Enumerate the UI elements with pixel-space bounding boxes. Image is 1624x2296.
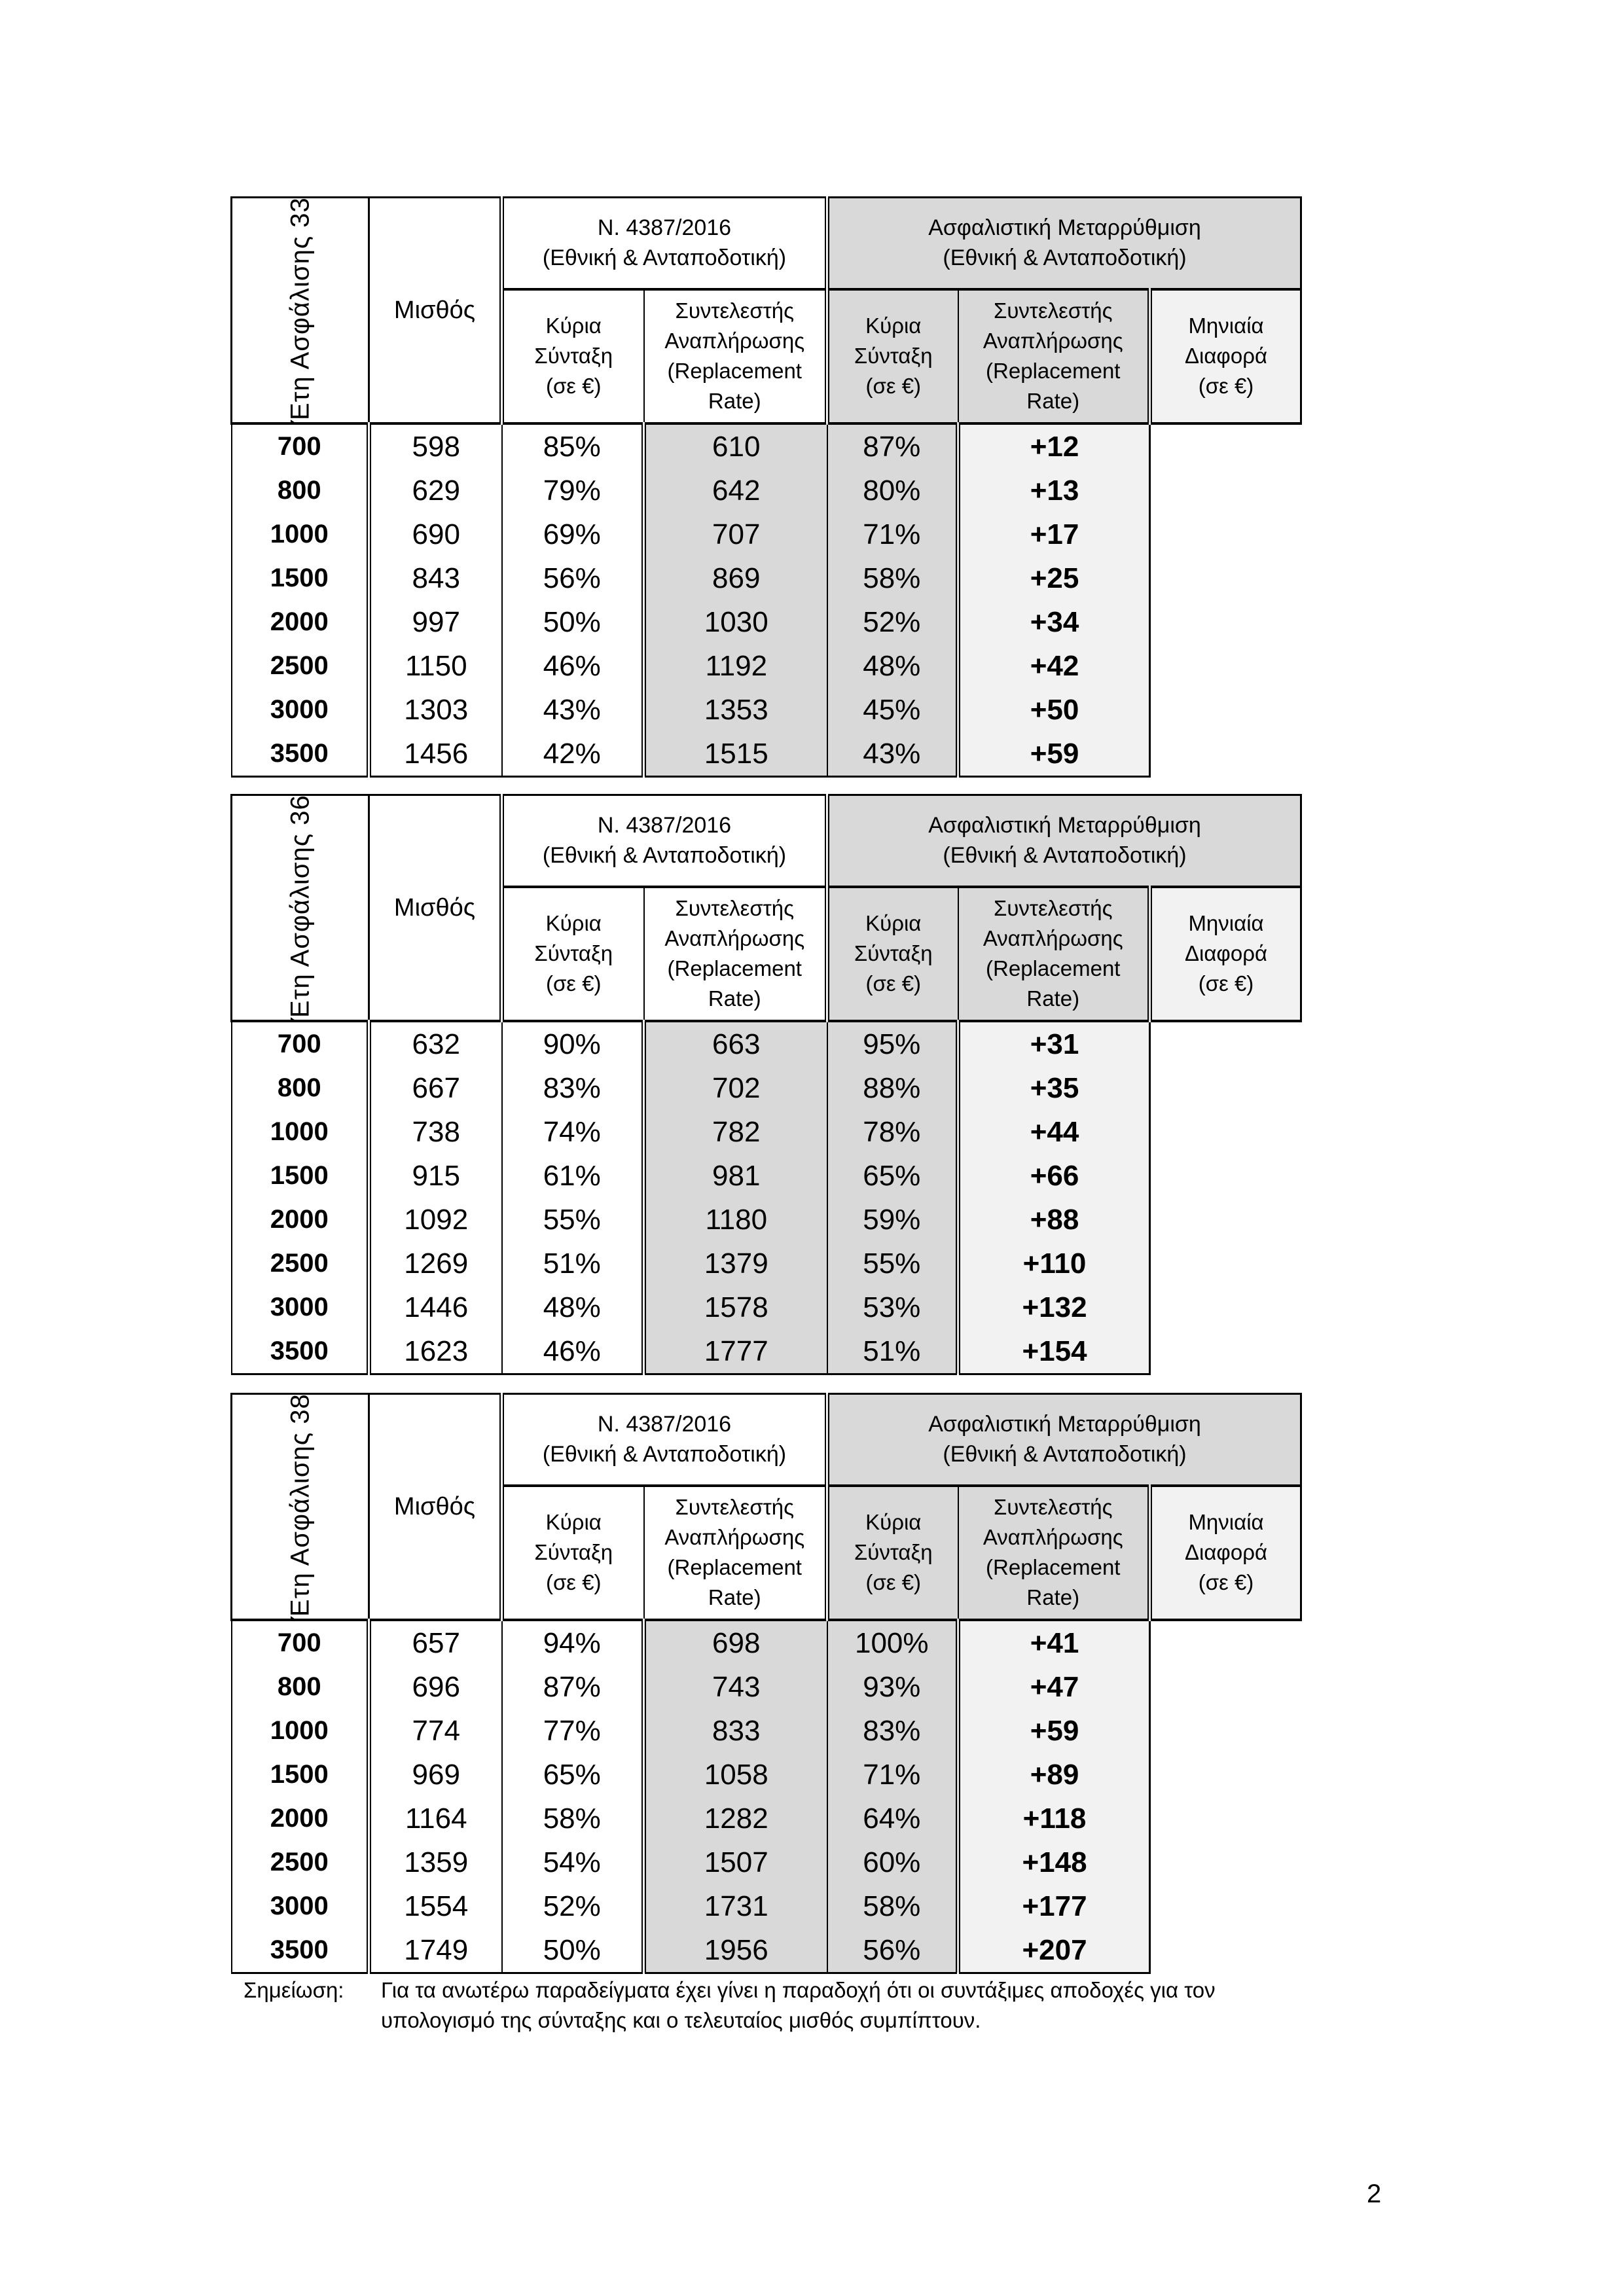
old-rate-cell: 74% [502, 1110, 644, 1154]
header-line: (σε €) [865, 374, 922, 398]
insurance-reform-group-header [827, 1394, 1301, 1486]
new-rate-cell: 95% [827, 1021, 958, 1066]
header-line: Κύρια [865, 911, 922, 935]
monthly-difference-cell: +35 [958, 1066, 1150, 1110]
new-rate-cell: 60% [827, 1840, 958, 1884]
old-pension-cell: 657 [369, 1620, 502, 1665]
table-row [232, 423, 1301, 469]
header-line: Rate) [1026, 986, 1080, 1011]
header-line: Σύνταξη [854, 344, 933, 368]
old-pension-cell: 1359 [369, 1840, 502, 1884]
monthly-difference-cell: +132 [958, 1285, 1150, 1329]
new-rate-cell: 80% [827, 469, 958, 512]
old-pension-cell: 915 [369, 1154, 502, 1198]
header-line: Μηνιαία [1188, 314, 1264, 338]
salary-cell: 1000 [232, 1110, 369, 1154]
old-rate-cell: 87% [502, 1665, 644, 1709]
group-header-line: (Εθνική & Ανταποδοτική) [943, 843, 1187, 869]
monthly-difference-cell: +154 [958, 1329, 1150, 1374]
new-pension-cell: 1507 [644, 1840, 827, 1884]
new-pension-cell: 610 [644, 423, 827, 469]
old-rate-cell: 65% [502, 1753, 644, 1797]
old-pension-cell: 997 [369, 600, 502, 644]
monthly-difference-cell: +177 [958, 1884, 1150, 1928]
old-pension-cell: 667 [369, 1066, 502, 1110]
new-pension-cell: 782 [644, 1110, 827, 1154]
old-rate-cell: 94% [502, 1620, 644, 1665]
header-line: Συντελεστής [675, 298, 795, 323]
old-rate-cell: 54% [502, 1840, 644, 1884]
insurance-reform-group-header [827, 198, 1301, 289]
monthly-difference-header [1150, 887, 1301, 1021]
salary-cell: 1000 [232, 1709, 369, 1753]
insurance-reform-group-header [827, 795, 1301, 887]
header-line: Συντελεστής [993, 298, 1113, 323]
new-rate-cell: 93% [827, 1665, 958, 1709]
header-line: Συντελεστής [675, 1495, 795, 1519]
new-rate-cell: 53% [827, 1285, 958, 1329]
table-row [232, 469, 1301, 512]
salary-cell: 800 [232, 469, 369, 512]
new-rate-cell: 55% [827, 1242, 958, 1285]
old-rate-header [644, 289, 827, 423]
insurance-years-label: Έτη Ασφάλισης 33 [285, 197, 314, 423]
header-line: Rate) [708, 1585, 761, 1609]
salary-cell: 2000 [232, 600, 369, 644]
header-line: Κύρια [545, 911, 602, 935]
old-rate-cell: 42% [502, 732, 644, 777]
header-line: (Replacement [986, 956, 1121, 980]
salary-cell: 3000 [232, 688, 369, 732]
monthly-difference-cell: +118 [958, 1797, 1150, 1840]
header-line: Αναπλήρωσης [983, 329, 1123, 353]
new-pension-cell: 663 [644, 1021, 827, 1066]
monthly-difference-cell: +41 [958, 1620, 1150, 1665]
group-header-line: Ν. 4387/2016 [597, 813, 732, 838]
new-rate-cell: 52% [827, 600, 958, 644]
new-rate-cell: 83% [827, 1709, 958, 1753]
salary-cell: 3500 [232, 1329, 369, 1374]
header-line: Rate) [708, 389, 761, 413]
salary-cell: 2500 [232, 1242, 369, 1285]
new-rate-cell: 48% [827, 644, 958, 688]
table-row [232, 556, 1301, 600]
header-line: Μηνιαία [1188, 911, 1264, 935]
new-rate-cell: 87% [827, 423, 958, 469]
table-row [232, 1797, 1301, 1840]
old-rate-cell: 55% [502, 1198, 644, 1242]
new-rate-cell: 78% [827, 1110, 958, 1154]
salary-cell: 700 [232, 1620, 369, 1665]
old-rate-cell: 50% [502, 1928, 644, 1973]
header-line: Σύνταξη [854, 941, 933, 965]
old-rate-cell: 52% [502, 1884, 644, 1928]
old-rate-cell: 83% [502, 1066, 644, 1110]
old-pension-cell: 1164 [369, 1797, 502, 1840]
new-rate-header [958, 887, 1150, 1021]
new-pension-cell: 1956 [644, 1928, 827, 1973]
new-rate-cell: 71% [827, 512, 958, 556]
law-4387-2016-group-header [502, 198, 827, 289]
header-line: Συντελεστής [993, 1495, 1113, 1519]
insurance-years-label: Έτη Ασφάλισης 36 [285, 795, 314, 1021]
table-row [232, 1242, 1301, 1285]
monthly-difference-cell: +31 [958, 1021, 1150, 1066]
pension-comparison-table-3 [230, 1393, 1300, 1974]
new-pension-cell: 1192 [644, 644, 827, 688]
insurance-years-label-cell [232, 1394, 369, 1620]
table-row [232, 1021, 1301, 1066]
pension-comparison-table-2 [230, 794, 1300, 1375]
new-rate-cell: 88% [827, 1066, 958, 1110]
insurance-years-label-cell [232, 198, 369, 423]
old-pension-cell: 1303 [369, 688, 502, 732]
old-rate-cell: 50% [502, 600, 644, 644]
salary-cell: 3500 [232, 1928, 369, 1973]
new-rate-cell: 45% [827, 688, 958, 732]
old-pension-header [502, 887, 644, 1021]
old-pension-cell: 629 [369, 469, 502, 512]
old-pension-cell: 1749 [369, 1928, 502, 1973]
header-line: Κύρια [545, 314, 602, 338]
table-row [232, 1154, 1301, 1198]
monthly-difference-cell: +88 [958, 1198, 1150, 1242]
new-rate-cell: 51% [827, 1329, 958, 1374]
table-row [232, 1884, 1301, 1928]
table-row [232, 1110, 1301, 1154]
new-pension-cell: 707 [644, 512, 827, 556]
group-header-line: Ασφαλιστική Μεταρρύθμιση [928, 813, 1201, 838]
header-line: (Replacement [667, 359, 802, 383]
header-line: Σύνταξη [534, 344, 613, 368]
old-rate-cell: 69% [502, 512, 644, 556]
monthly-difference-cell: +50 [958, 688, 1150, 732]
header-line: Κύρια [865, 314, 922, 338]
group-header-line: (Εθνική & Ανταποδοτική) [542, 1442, 787, 1467]
footnote-text: Για τα ανωτέρω παραδείγματα έχει γίνει η παραδοχή ότι οι συντάξιμες αποδοχές για τον υπολογισμό της σύνταξης και ο τελευταίος μισθός συμπίπτουν. [381, 1978, 1216, 2032]
header-line: (Replacement [986, 359, 1121, 383]
header-line: Αναπλήρωσης [664, 926, 805, 950]
monthly-difference-header [1150, 1486, 1301, 1620]
header-line: Διαφορά [1184, 941, 1268, 965]
table-row [232, 1198, 1301, 1242]
old-pension-cell: 1269 [369, 1242, 502, 1285]
monthly-difference-cell: +59 [958, 732, 1150, 777]
table-row [232, 1928, 1301, 1973]
salary-header: Μισθός [369, 1394, 502, 1620]
new-pension-cell: 869 [644, 556, 827, 600]
old-pension-cell: 696 [369, 1665, 502, 1709]
monthly-difference-cell: +66 [958, 1154, 1150, 1198]
old-pension-cell: 632 [369, 1021, 502, 1066]
header-line: (σε €) [545, 374, 602, 398]
old-pension-cell: 843 [369, 556, 502, 600]
header-line: Αναπλήρωσης [664, 1525, 805, 1549]
salary-header: Μισθός [369, 198, 502, 423]
new-pension-cell: 1282 [644, 1797, 827, 1840]
old-pension-header [502, 289, 644, 423]
old-rate-cell: 77% [502, 1709, 644, 1753]
monthly-difference-cell: +13 [958, 469, 1150, 512]
old-pension-cell: 1150 [369, 644, 502, 688]
table-row [232, 688, 1301, 732]
old-rate-cell: 61% [502, 1154, 644, 1198]
monthly-difference-cell: +110 [958, 1242, 1150, 1285]
new-pension-cell: 1379 [644, 1242, 827, 1285]
old-rate-cell: 46% [502, 644, 644, 688]
monthly-difference-cell: +34 [958, 600, 1150, 644]
header-line: (σε €) [545, 971, 602, 996]
old-pension-cell: 774 [369, 1709, 502, 1753]
new-rate-cell: 43% [827, 732, 958, 777]
monthly-difference-cell: +89 [958, 1753, 1150, 1797]
group-header-line: Ν. 4387/2016 [597, 215, 732, 241]
salary-cell: 800 [232, 1665, 369, 1709]
new-pension-cell: 743 [644, 1665, 827, 1709]
group-header-line: (Εθνική & Ανταποδοτική) [542, 843, 787, 869]
header-line: Σύνταξη [534, 941, 613, 965]
monthly-difference-cell: +12 [958, 423, 1150, 469]
insurance-years-label: Έτη Ασφάλισης 38 [285, 1393, 314, 1620]
group-header-line: Ασφαλιστική Μεταρρύθμιση [928, 1412, 1201, 1437]
page-number: 2 [1367, 2179, 1382, 2208]
header-line: (Replacement [667, 1555, 802, 1579]
header-line: Κύρια [545, 1510, 602, 1534]
table-row [232, 1285, 1301, 1329]
header-line: Αναπλήρωσης [983, 1525, 1123, 1549]
header-line: Συντελεστής [993, 896, 1113, 920]
new-pension-cell: 1030 [644, 600, 827, 644]
monthly-difference-cell: +44 [958, 1110, 1150, 1154]
salary-cell: 3000 [232, 1285, 369, 1329]
salary-cell: 2500 [232, 644, 369, 688]
table-row [232, 1066, 1301, 1110]
header-line: (σε €) [865, 1570, 922, 1594]
new-rate-cell: 100% [827, 1620, 958, 1665]
salary-cell: 1000 [232, 512, 369, 556]
new-rate-cell: 58% [827, 1884, 958, 1928]
new-pension-cell: 1777 [644, 1329, 827, 1374]
monthly-difference-header [1150, 289, 1301, 423]
old-rate-cell: 51% [502, 1242, 644, 1285]
old-rate-header [644, 1486, 827, 1620]
table-row [232, 600, 1301, 644]
group-header-line: (Εθνική & Ανταποδοτική) [943, 1442, 1187, 1467]
header-line: Rate) [708, 986, 761, 1011]
pension-comparison-table-1 [230, 196, 1300, 778]
table-row [232, 1620, 1301, 1665]
new-pension-cell: 1058 [644, 1753, 827, 1797]
old-pension-cell: 598 [369, 423, 502, 469]
law-4387-2016-group-header [502, 795, 827, 887]
monthly-difference-cell: +207 [958, 1928, 1150, 1973]
old-pension-cell: 1446 [369, 1285, 502, 1329]
new-rate-cell: 58% [827, 556, 958, 600]
header-line: Συντελεστής [675, 896, 795, 920]
new-pension-cell: 702 [644, 1066, 827, 1110]
old-pension-cell: 690 [369, 512, 502, 556]
new-pension-cell: 1578 [644, 1285, 827, 1329]
header-line: (Replacement [667, 956, 802, 980]
old-pension-cell: 969 [369, 1753, 502, 1797]
new-pension-header [827, 289, 958, 423]
new-rate-cell: 56% [827, 1928, 958, 1973]
new-pension-cell: 1353 [644, 688, 827, 732]
salary-cell: 800 [232, 1066, 369, 1110]
group-header-line: Ν. 4387/2016 [597, 1412, 732, 1437]
monthly-difference-cell: +25 [958, 556, 1150, 600]
group-header-line: Ασφαλιστική Μεταρρύθμιση [928, 215, 1201, 241]
new-pension-cell: 642 [644, 469, 827, 512]
monthly-difference-cell: +59 [958, 1709, 1150, 1753]
salary-cell: 2000 [232, 1198, 369, 1242]
old-pension-cell: 1623 [369, 1329, 502, 1374]
old-rate-cell: 46% [502, 1329, 644, 1374]
monthly-difference-cell: +17 [958, 512, 1150, 556]
new-rate-cell: 71% [827, 1753, 958, 1797]
insurance-years-label-cell [232, 795, 369, 1021]
old-rate-cell: 43% [502, 688, 644, 732]
group-header-line: (Εθνική & Ανταποδοτική) [542, 245, 787, 271]
header-line: Διαφορά [1184, 344, 1268, 368]
salary-cell: 2000 [232, 1797, 369, 1840]
old-pension-cell: 1092 [369, 1198, 502, 1242]
salary-cell: 700 [232, 423, 369, 469]
new-pension-cell: 1515 [644, 732, 827, 777]
monthly-difference-cell: +42 [958, 644, 1150, 688]
table-row [232, 1329, 1301, 1374]
old-rate-cell: 90% [502, 1021, 644, 1066]
old-rate-cell: 79% [502, 469, 644, 512]
salary-cell: 3500 [232, 732, 369, 777]
new-pension-header [827, 887, 958, 1021]
table-row [232, 1665, 1301, 1709]
new-pension-cell: 698 [644, 1620, 827, 1665]
salary-cell: 700 [232, 1021, 369, 1066]
header-line: Διαφορά [1184, 1540, 1268, 1564]
new-pension-cell: 833 [644, 1709, 827, 1753]
table-row [232, 1709, 1301, 1753]
header-line: (σε €) [1198, 971, 1254, 996]
header-line: Μηνιαία [1188, 1510, 1264, 1534]
header-line: (σε €) [545, 1570, 602, 1594]
salary-cell: 2500 [232, 1840, 369, 1884]
old-rate-cell: 56% [502, 556, 644, 600]
header-line: (σε €) [865, 971, 922, 996]
table-row [232, 1753, 1301, 1797]
salary-cell: 1500 [232, 556, 369, 600]
old-pension-cell: 1456 [369, 732, 502, 777]
footnote-label: Σημείωση: [244, 1978, 344, 2002]
old-rate-cell: 58% [502, 1797, 644, 1840]
header-line: Σύνταξη [534, 1540, 613, 1564]
salary-header: Μισθός [369, 795, 502, 1021]
new-pension-cell: 1731 [644, 1884, 827, 1928]
old-pension-cell: 1554 [369, 1884, 502, 1928]
header-line: Σύνταξη [854, 1540, 933, 1564]
table-row [232, 1840, 1301, 1884]
salary-cell: 1500 [232, 1154, 369, 1198]
header-line: Αναπλήρωσης [664, 329, 805, 353]
new-pension-header [827, 1486, 958, 1620]
old-pension-cell: 738 [369, 1110, 502, 1154]
new-rate-header [958, 1486, 1150, 1620]
header-line: (σε €) [1198, 374, 1254, 398]
table-row [232, 732, 1301, 777]
new-pension-cell: 981 [644, 1154, 827, 1198]
header-line: Κύρια [865, 1510, 922, 1534]
old-rate-cell: 48% [502, 1285, 644, 1329]
monthly-difference-cell: +47 [958, 1665, 1150, 1709]
header-line: (σε €) [1198, 1570, 1254, 1594]
header-line: Rate) [1026, 1585, 1080, 1609]
salary-cell: 3000 [232, 1884, 369, 1928]
group-header-line: (Εθνική & Ανταποδοτική) [943, 245, 1187, 271]
salary-cell: 1500 [232, 1753, 369, 1797]
new-pension-cell: 1180 [644, 1198, 827, 1242]
header-line: Αναπλήρωσης [983, 926, 1123, 950]
monthly-difference-cell: +148 [958, 1840, 1150, 1884]
old-rate-cell: 85% [502, 423, 644, 469]
new-rate-cell: 59% [827, 1198, 958, 1242]
new-rate-cell: 64% [827, 1797, 958, 1840]
old-rate-header [644, 887, 827, 1021]
new-rate-cell: 65% [827, 1154, 958, 1198]
header-line: (Replacement [986, 1555, 1121, 1579]
table-row [232, 644, 1301, 688]
header-line: Rate) [1026, 389, 1080, 413]
table-row [232, 512, 1301, 556]
old-pension-header [502, 1486, 644, 1620]
law-4387-2016-group-header [502, 1394, 827, 1486]
new-rate-header [958, 289, 1150, 423]
